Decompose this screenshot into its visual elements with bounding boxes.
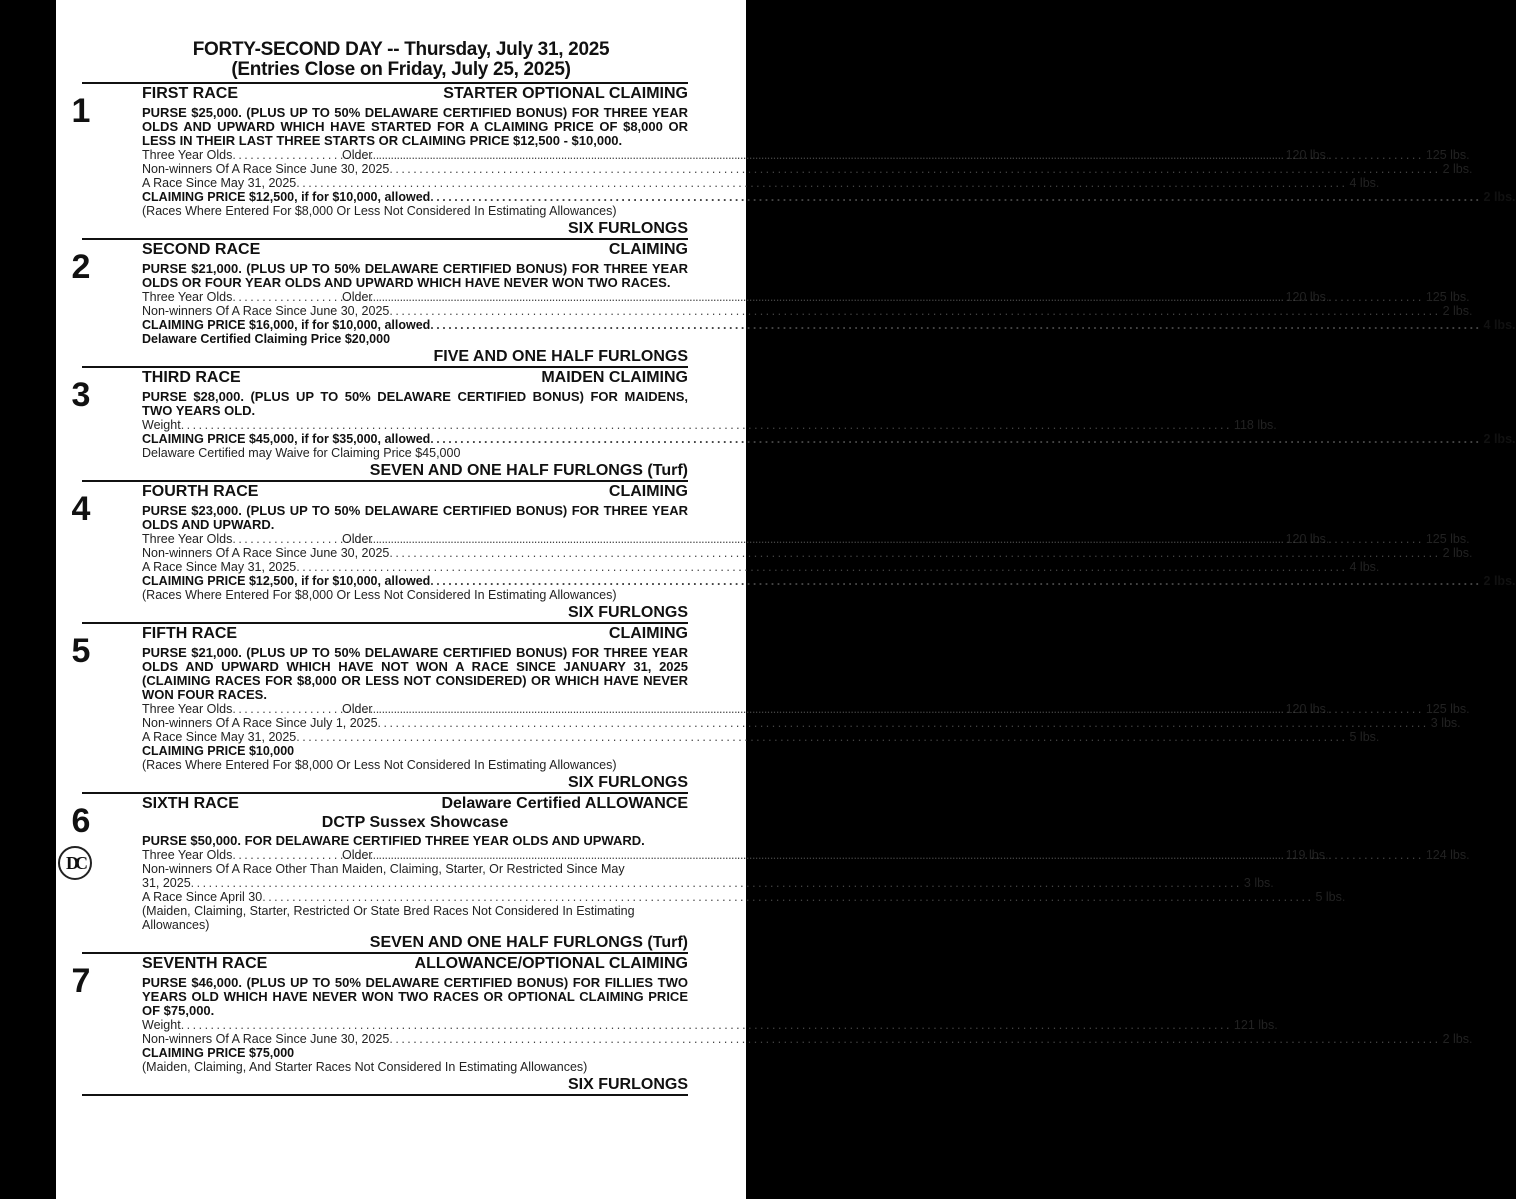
allowance-value: 121 lbs. <box>1233 1018 1278 1032</box>
allowance-label: A Race Since May 31, 2025 <box>142 176 297 190</box>
race-name: FIFTH RACE <box>142 625 238 642</box>
race-distance: SIX FURLONGS <box>567 604 688 621</box>
weight-label: Three Year Olds <box>142 848 233 862</box>
race-note: (Maiden, Claiming, And Starter Races Not Considered In Estimating Allowances) <box>142 1060 588 1074</box>
weight-value: 120 lbs. <box>1285 148 1330 162</box>
weight-value: 125 lbs. <box>1425 148 1470 162</box>
allowance-label: A Race Since April 30 <box>142 890 263 904</box>
dot-leader <box>389 1032 1440 1046</box>
weight-label: Older <box>342 532 373 546</box>
allowance-label: Non-winners Of A Race Since June 30, 2025 <box>142 1032 390 1046</box>
race-distance: SEVEN AND ONE HALF FURLONGS (Turf) <box>369 462 688 479</box>
allowance-value: 4 lbs. <box>1349 176 1380 190</box>
race-body <box>142 482 1516 622</box>
allowance-value: 3 lbs. <box>1243 876 1274 890</box>
weight-value: 120 lbs. <box>1285 532 1330 546</box>
allowance-value: 4 lbs. <box>1483 318 1516 332</box>
claiming-row <box>142 432 1516 446</box>
race-name: FIRST RACE <box>142 85 238 102</box>
dot-leader <box>389 162 1440 176</box>
race-distance: SIX FURLONGS <box>567 774 688 791</box>
weight-label: Older <box>342 702 373 716</box>
race-block <box>71 238 1516 366</box>
race-name: THIRD RACE <box>142 369 241 386</box>
race-type: CLAIMING <box>608 241 688 258</box>
weight-row <box>142 1018 1278 1032</box>
allowance-label: Non-winners Of A Race Other Than Maiden, Claiming, Starter, Or Restricted Since May <box>142 862 625 876</box>
race-block <box>71 366 1516 480</box>
weight-value: 124 lbs. <box>1425 848 1470 862</box>
race-body <box>142 84 1516 238</box>
race-type: MAIDEN CLAIMING <box>541 369 688 386</box>
race-number: 1 <box>71 92 91 130</box>
race-note: (Maiden, Claiming, Starter, Restricted Or State Bred Races Not Considered In Estimating Allowances) <box>142 904 635 932</box>
claiming-price: CLAIMING PRICE $10,000 <box>142 744 295 758</box>
dot-leader <box>181 1018 1232 1032</box>
allowance-value: 2 lbs. <box>1442 1032 1473 1046</box>
allowance-value: 118 lbs. <box>1233 418 1277 432</box>
race-note: Delaware Certified may Waive for Claiming Price $45,000 <box>142 446 461 460</box>
claiming-price: CLAIMING PRICE $75,000 <box>142 1046 295 1060</box>
race-purse: PURSE $46,000. (PLUS UP TO 50% DELAWARE CERTIFIED BONUS) FOR FILLIES TWO YEARS OLD WHICH HAVE NEVER WON TWO RACES OR OPTIONAL CLAIMING PRICE OF $75,000. <box>142 975 688 1018</box>
allowance-value: 4 lbs. <box>1349 560 1380 574</box>
dot-leader <box>430 190 1481 204</box>
weight-label: Older <box>342 848 373 862</box>
weight-value: 125 lbs. <box>1425 702 1470 716</box>
page-title: FORTY-SECOND DAY -- Thursday, July 31, 2025 <box>192 39 610 60</box>
weight-label: Three Year Olds <box>142 702 233 716</box>
race-name: SECOND RACE <box>142 241 261 258</box>
race-number: 2 <box>71 248 91 286</box>
race-note: (Races Where Entered For $8,000 Or Less Not Considered In Estimating Allowances) <box>142 588 617 602</box>
allowance-label: Non-winners Of A Race Since June 30, 2025 <box>142 304 390 318</box>
claiming-row <box>142 190 1516 204</box>
allowance-label: CLAIMING PRICE $45,000, if for $35,000, allowed <box>142 432 431 446</box>
weight-value: 125 lbs. <box>1425 532 1470 546</box>
allowance-row <box>142 560 1380 574</box>
race-name: SIXTH RACE <box>142 795 239 812</box>
race-type: Delaware Certified ALLOWANCE <box>441 795 688 812</box>
allowance-label: CLAIMING PRICE $12,500, if for $10,000, allowed <box>142 574 431 588</box>
race-type: STARTER OPTIONAL CLAIMING <box>443 85 688 102</box>
dot-leader <box>296 176 1347 190</box>
dot-leader <box>430 318 1481 332</box>
race-body <box>142 794 1470 952</box>
weights-row <box>142 148 1470 162</box>
condition-book-page <box>56 0 1516 1199</box>
allowance-label: Non-winners Of A Race Since June 30, 2025 <box>142 546 390 560</box>
race-number: 4 <box>71 490 91 528</box>
race-number: 7 <box>71 962 91 1000</box>
race-header <box>142 624 688 644</box>
dot-leader <box>373 290 1424 304</box>
race-body <box>142 954 1473 1094</box>
race-block <box>71 480 1516 622</box>
older-weight <box>342 702 1470 716</box>
delaware-certified-seal: DC <box>58 846 92 880</box>
weight-row <box>142 418 1277 432</box>
race-header <box>142 84 688 104</box>
race-distance: SIX FURLONGS <box>567 220 688 237</box>
race-list <box>56 82 1516 1094</box>
race-header <box>142 794 688 814</box>
allowance-row <box>142 1032 1473 1046</box>
older-weight <box>342 848 1470 862</box>
allowance-value: 5 lbs. <box>1349 730 1380 744</box>
dot-leader <box>373 148 1424 162</box>
race-showcase: DCTP Sussex Showcase <box>321 814 509 831</box>
weight-label: Three Year Olds <box>142 148 233 162</box>
allowance-row <box>142 162 1473 176</box>
dot-leader <box>389 546 1440 560</box>
race-purse: PURSE $21,000. (PLUS UP TO 50% DELAWARE CERTIFIED BONUS) FOR THREE YEAR OLDS OR FOUR YEAR OLDS AND UPWARD WHICH HAVE NEVER WON TWO RACES. <box>142 261 688 290</box>
weights-row <box>142 848 1470 862</box>
older-weight <box>342 148 1470 162</box>
weights-row <box>142 702 1470 716</box>
allowance-label: A Race Since May 31, 2025 <box>142 730 297 744</box>
allowance-label: Non-winners Of A Race Since June 30, 2025 <box>142 162 390 176</box>
allowance-row <box>142 716 1461 730</box>
allowance-label: Non-winners Of A Race Since July 1, 2025 <box>142 716 378 730</box>
dot-leader <box>373 532 1424 546</box>
claiming-row <box>142 574 1516 588</box>
allowance-value: 3 lbs. <box>1430 716 1461 730</box>
bottom-divider <box>82 1094 688 1096</box>
dot-leader <box>262 890 1313 904</box>
race-type: CLAIMING <box>608 483 688 500</box>
race-body <box>142 240 1516 366</box>
allowance-row <box>142 304 1473 318</box>
certified-note: Delaware Certified Claiming Price $20,000 <box>142 332 391 346</box>
race-name: SEVENTH RACE <box>142 955 268 972</box>
race-purse: PURSE $21,000. (PLUS UP TO 50% DELAWARE CERTIFIED BONUS) FOR THREE YEAR OLDS AND UPWARD WHICH HAVE NOT WON A RACE SINCE JANUARY 31, 2025 (CLAIMING RACES FOR $8,000 OR LESS NOT CONSIDERED) OR WHICH HAVE NEVER WON FOUR RACES. <box>142 645 688 702</box>
dot-leader <box>378 716 1429 730</box>
race-number: 5 <box>71 632 91 670</box>
weight-value: 125 lbs. <box>1425 290 1470 304</box>
dot-leader <box>373 848 1424 862</box>
allowance-label: CLAIMING PRICE $16,000, if for $10,000, allowed <box>142 318 431 332</box>
race-block <box>71 622 1470 792</box>
allowance-row <box>142 176 1380 190</box>
weight-label: Older <box>342 290 373 304</box>
older-weight <box>342 532 1470 546</box>
weight-label: Three Year Olds <box>142 290 233 304</box>
race-distance: SIX FURLONGS <box>567 1076 688 1093</box>
race-header <box>142 482 688 502</box>
race-purse: PURSE $23,000. (PLUS UP TO 50% DELAWARE CERTIFIED BONUS) FOR THREE YEAR OLDS AND UPWARD. <box>142 503 688 532</box>
race-note: (Races Where Entered For $8,000 Or Less Not Considered In Estimating Allowances) <box>142 204 617 218</box>
race-purse: PURSE $50,000. FOR DELAWARE CERTIFIED THREE YEAR OLDS AND UPWARD. <box>142 833 645 848</box>
allowance-row <box>142 730 1380 744</box>
claiming-row <box>142 318 1516 332</box>
allowance-label: A Race Since May 31, 2025 <box>142 560 297 574</box>
dot-leader <box>181 418 1232 432</box>
doc-header <box>56 0 746 80</box>
dot-leader <box>430 574 1481 588</box>
weight-label: Three Year Olds <box>142 532 233 546</box>
weight-value: 120 lbs. <box>1285 702 1330 716</box>
allowance-value: 2 lbs. <box>1442 162 1473 176</box>
weight-label: Older <box>342 148 373 162</box>
older-weight <box>342 290 1470 304</box>
race-name: FOURTH RACE <box>142 483 259 500</box>
weights-row <box>142 532 1470 546</box>
race-header <box>142 368 688 388</box>
race-number: 6 <box>71 802 91 840</box>
weight-value: 120 lbs. <box>1285 290 1330 304</box>
race-note: (Races Where Entered For $8,000 Or Less Not Considered In Estimating Allowances) <box>142 758 617 772</box>
race-body <box>142 624 1470 792</box>
allowance-value: 2 lbs. <box>1442 304 1473 318</box>
race-type: ALLOWANCE/OPTIONAL CLAIMING <box>414 955 688 972</box>
race-block <box>66 792 1470 952</box>
race-block <box>71 952 1473 1094</box>
dot-leader <box>389 304 1440 318</box>
race-purse: PURSE $25,000. (PLUS UP TO 50% DELAWARE CERTIFIED BONUS) FOR THREE YEAR OLDS AND UPWARD WHICH HAVE STARTED FOR A CLAIMING PRICE OF $8,000 OR LESS IN THEIR LAST THREE STARTS OR CLAIMING PRICE $12,500 - $10,000. <box>142 105 688 148</box>
dot-leader <box>296 560 1347 574</box>
race-number: 3 <box>71 376 91 414</box>
race-header <box>142 240 688 260</box>
allowance-label: Weight <box>142 1018 181 1032</box>
dot-leader <box>373 702 1424 716</box>
race-distance: FIVE AND ONE HALF FURLONGS <box>433 348 688 365</box>
weight-value: 119 lbs. <box>1285 848 1329 862</box>
allowance-label: CLAIMING PRICE $12,500, if for $10,000, allowed <box>142 190 431 204</box>
allowance-value: 2 lbs. <box>1442 546 1473 560</box>
race-body <box>142 368 1516 480</box>
race-block <box>71 82 1516 238</box>
allowance-label: 31, 2025 <box>142 876 191 890</box>
weights-row <box>142 290 1470 304</box>
allowance-label: Weight <box>142 418 181 432</box>
allowance-value: 2 lbs. <box>1483 432 1516 446</box>
allowance-value: 5 lbs. <box>1315 890 1346 904</box>
race-distance: SEVEN AND ONE HALF FURLONGS (Turf) <box>369 934 688 951</box>
dot-leader <box>191 876 1242 890</box>
race-purse: PURSE $28,000. (PLUS UP TO 50% DELAWARE CERTIFIED BONUS) FOR MAIDENS, TWO YEARS OLD. <box>142 389 688 418</box>
race-type: CLAIMING <box>608 625 688 642</box>
allowance-row <box>142 876 1274 890</box>
allowance-row <box>142 890 1346 904</box>
allowance-value: 2 lbs. <box>1483 574 1516 588</box>
allowance-value: 2 lbs. <box>1483 190 1516 204</box>
race-header <box>142 954 688 974</box>
allowance-row <box>142 546 1473 560</box>
dot-leader <box>430 432 1481 446</box>
page-subtitle: (Entries Close on Friday, July 25, 2025) <box>231 59 571 80</box>
dot-leader <box>296 730 1347 744</box>
